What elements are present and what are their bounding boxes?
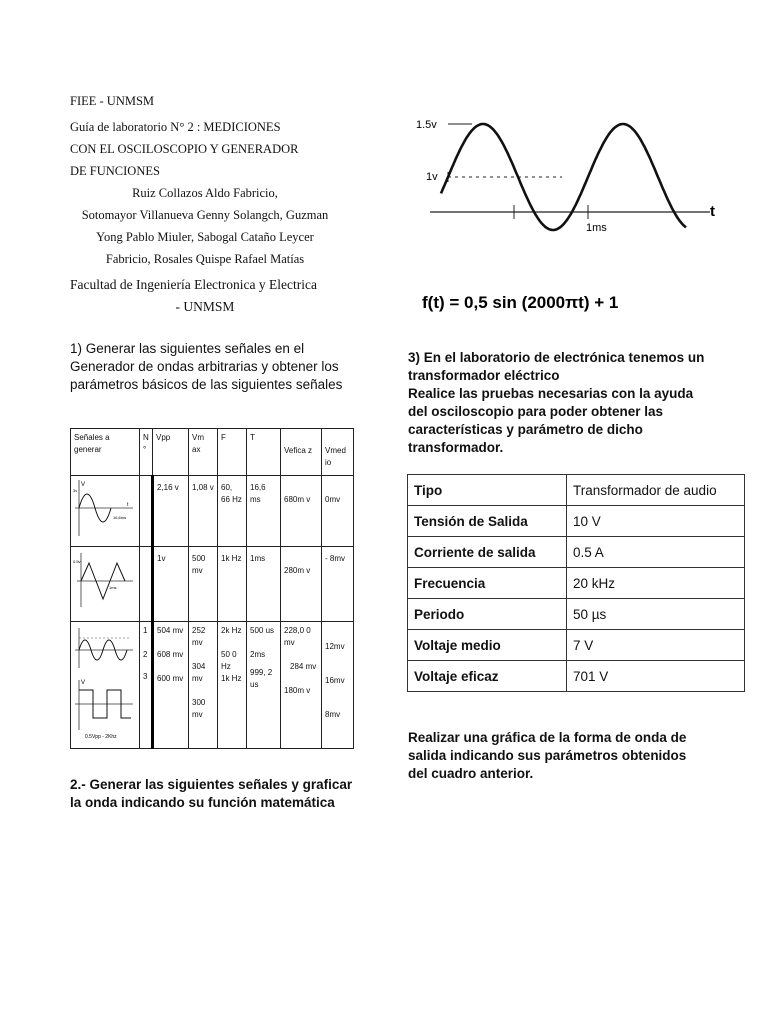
authors-line3: Yong Pablo Miuler, Sabogal Cataño Leycer bbox=[96, 230, 314, 244]
cell-t: 16,6 ms bbox=[247, 476, 281, 547]
mixed-sketch bbox=[73, 624, 135, 742]
vef2: 284 mv bbox=[290, 662, 317, 671]
table-row bbox=[71, 622, 354, 749]
param-name: Voltaje eficaz bbox=[408, 661, 567, 692]
triangle-sketch bbox=[73, 549, 135, 611]
sketch-cell-sine bbox=[71, 476, 140, 547]
sketch-label-v3: V bbox=[81, 680, 86, 686]
param-value: 0.5 A bbox=[567, 537, 745, 568]
param-name: Voltaje medio bbox=[408, 630, 567, 661]
header-signal: Señales a generar bbox=[71, 429, 140, 476]
sketch-label-amp2: 0.5v bbox=[73, 559, 81, 564]
param-name: Periodo bbox=[408, 599, 567, 630]
param-name: Frecuencia bbox=[408, 568, 567, 599]
cell-n2: 2 bbox=[143, 650, 148, 659]
authors-line4: Fabricio, Rosales Quispe Rafael Matías bbox=[105, 252, 305, 266]
cell-n-multi bbox=[140, 622, 153, 749]
cell-t: 1ms bbox=[247, 547, 281, 622]
cell-vpp-multi bbox=[153, 622, 189, 749]
cell-vmed: - 8mv bbox=[322, 547, 354, 622]
cell-vmax: 500 mv bbox=[189, 547, 218, 622]
cell-vmed: 0mv bbox=[322, 476, 354, 547]
table-header-row bbox=[71, 429, 354, 476]
guide-title-line2: CON EL OSCILOSCOPIO Y GENERADOR bbox=[70, 142, 299, 156]
f2: 50 0 Hz bbox=[221, 650, 237, 671]
table-row bbox=[408, 537, 745, 568]
cell-vmax: 1,08 v bbox=[189, 476, 218, 547]
document-header bbox=[70, 90, 340, 318]
header-t: T bbox=[247, 429, 281, 476]
param-value: 10 V bbox=[567, 506, 745, 537]
vmed1: 12mv bbox=[325, 642, 345, 651]
f1: 2k Hz bbox=[221, 626, 242, 635]
formula: f(t) = 0,5 sin (2000πt) + 1 bbox=[422, 293, 619, 312]
t3: 999, 2 us bbox=[250, 668, 273, 689]
vpp3: 600 mv bbox=[157, 674, 184, 683]
guide-title-line3: DE FUNCIONES bbox=[70, 164, 160, 178]
vpp1: 504 mv bbox=[157, 626, 184, 635]
vpp2: 608 mv bbox=[157, 650, 184, 659]
question-3-line2: Realice las pruebas necesarias con la ayuda del osciloscopio para poder obtener las características y parámetro de dicho transformador. bbox=[408, 386, 694, 455]
institution: FIEE - UNMSM bbox=[70, 94, 155, 108]
transformer-table bbox=[407, 474, 745, 692]
cell-f: 60, 66 Hz bbox=[218, 476, 247, 547]
table-row bbox=[408, 475, 745, 506]
table-row bbox=[71, 547, 354, 622]
param-value: 20 kHz bbox=[567, 568, 745, 599]
table-row bbox=[408, 630, 745, 661]
faculty-line2: - UNMSM bbox=[175, 299, 235, 314]
table-row bbox=[408, 568, 745, 599]
sketch-cell-mixed bbox=[71, 622, 140, 749]
faculty-line1: Facultad de Ingeniería Electronica y Electrica bbox=[70, 277, 317, 292]
sketch-caption: 0.5Vpp - 2Khz bbox=[85, 734, 117, 740]
param-name: Tensión de Salida bbox=[408, 506, 567, 537]
header-vmed: Vmed io bbox=[322, 429, 354, 476]
sketch-cell-triangle bbox=[71, 547, 140, 622]
cell-vef: 280m v bbox=[281, 547, 322, 622]
header-vef: Vefica z bbox=[281, 429, 322, 476]
param-value: 7 V bbox=[567, 630, 745, 661]
sketch-label-v: V bbox=[81, 482, 86, 488]
table-row bbox=[408, 599, 745, 630]
table-row bbox=[408, 506, 745, 537]
cell-n1: 1 bbox=[143, 626, 148, 635]
waveform-figure bbox=[412, 100, 752, 330]
t1: 500 us bbox=[250, 626, 275, 635]
cell-vmed-multi bbox=[322, 622, 354, 749]
question-1: 1) Generar las siguientes señales en el Generador de ondas arbitrarias y obtener los parámetros básicos de las siguientes señales bbox=[70, 341, 343, 392]
cell-n3: 3 bbox=[143, 672, 148, 681]
vmed3: 8mv bbox=[325, 710, 341, 719]
label-1-5v: 1.5v bbox=[416, 119, 437, 131]
vef1: 228,0 0 mv bbox=[284, 626, 311, 647]
param-name: Corriente de salida bbox=[408, 537, 567, 568]
param-name: Tipo bbox=[408, 475, 567, 506]
f3: 1k Hz bbox=[221, 674, 242, 683]
signals-table bbox=[70, 428, 354, 749]
vmed2: 16mv bbox=[325, 676, 345, 685]
table-row bbox=[71, 476, 354, 547]
cell-vpp: 2,16 v bbox=[153, 476, 189, 547]
table-row bbox=[408, 661, 745, 692]
sketch-label-ms: 16,6ms bbox=[113, 515, 127, 520]
cell-vpp: 1v bbox=[153, 547, 189, 622]
vmax3: 300 mv bbox=[192, 698, 206, 719]
param-value: 50 µs bbox=[567, 599, 745, 630]
guide-title-line1: Guía de laboratorio N° 2 : MEDICIONES bbox=[70, 120, 281, 134]
sketch-label-amp: 3v bbox=[73, 488, 78, 493]
cell-f-multi bbox=[218, 622, 247, 749]
label-t: t bbox=[710, 203, 715, 220]
authors-line1: Ruiz Collazos Aldo Fabricio, bbox=[132, 186, 278, 200]
param-value: Transformador de audio bbox=[567, 475, 745, 506]
header-f: F bbox=[218, 429, 247, 476]
cell-vef-multi bbox=[281, 622, 322, 749]
sketch-label-ms2: 1ms bbox=[109, 585, 117, 590]
label-1v: 1v bbox=[426, 171, 438, 183]
question-2: 2.- Generar las siguientes señales y graficar la onda indicando su función matemática bbox=[70, 777, 353, 810]
sketch-label-t: t bbox=[127, 502, 129, 508]
cell-vmax-multi bbox=[189, 622, 218, 749]
question-3 bbox=[408, 349, 708, 457]
sine-sketch bbox=[73, 478, 135, 540]
cell-f: 1k Hz bbox=[218, 547, 247, 622]
header-n: N ° bbox=[140, 429, 153, 476]
header-vmax: Vm ax bbox=[189, 429, 218, 476]
vef3: 180m v bbox=[284, 686, 311, 695]
authors-line2: Sotomayor Villanueva Genny Solangch, Guzman bbox=[81, 208, 329, 222]
vmax2: 304 mv bbox=[192, 662, 206, 683]
label-1ms: 1ms bbox=[586, 222, 607, 234]
header-vpp: Vpp bbox=[153, 429, 189, 476]
cell-vef: 680m v bbox=[281, 476, 322, 547]
t2: 2ms bbox=[250, 650, 266, 659]
question-3-line1: 3) En el laboratorio de electrónica tenemos un transformador eléctrico bbox=[408, 350, 705, 383]
vmax1: 252 mv bbox=[192, 626, 206, 647]
cell-n bbox=[140, 476, 153, 547]
cell-t-multi bbox=[247, 622, 281, 749]
question-4: Realizar una gráfica de la forma de onda de salida indicando sus parámetros obtenidos del cuadro anterior. bbox=[408, 730, 687, 781]
cell-n bbox=[140, 547, 153, 622]
param-value: 701 V bbox=[567, 661, 745, 692]
